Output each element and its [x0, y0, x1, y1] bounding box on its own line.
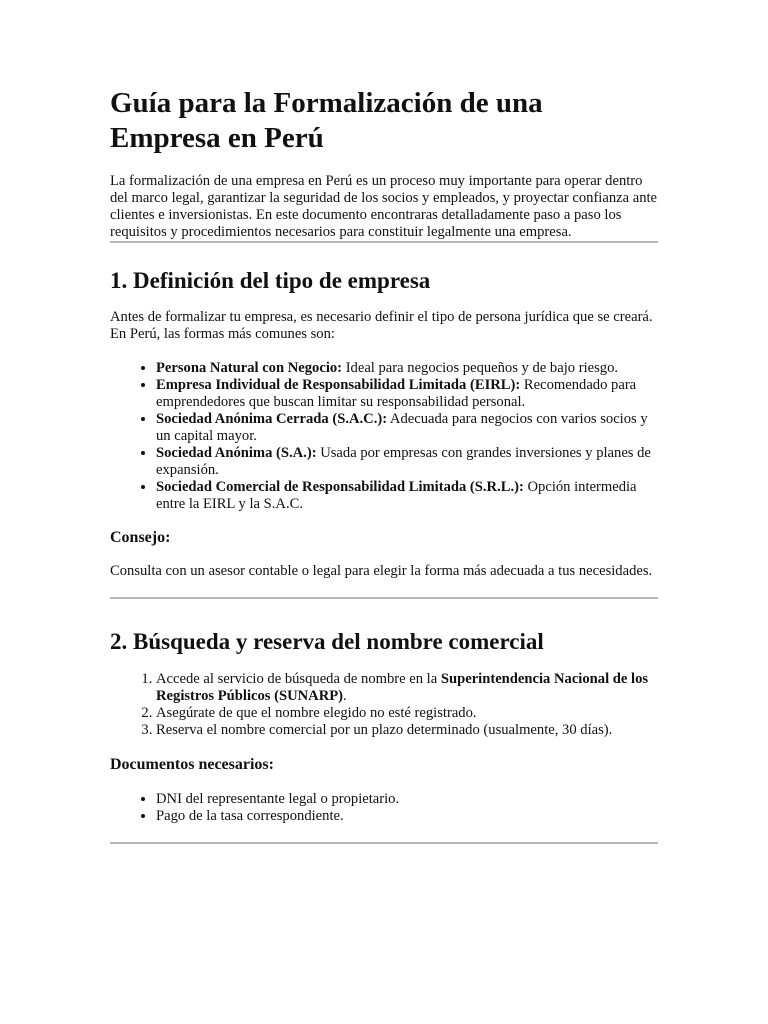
list-item-term: Sociedad Anónima Cerrada (S.A.C.): [156, 411, 388, 427]
list-item [156, 360, 658, 377]
step-text: Asegúrate de que el nombre elegido no esté registrado. [156, 705, 477, 721]
tip-heading: Consejo: [110, 529, 171, 546]
intro-paragraph: La formalización de una empresa en Perú es un proceso muy importante para operar dentro del marco legal, garantizar la seguridad de los socios y empleados, y proyectar confianza ante clientes e inversionistas. En este documento encontraras detalladamente paso a paso los requisitos y procedimientos necesarios para constituir legalmente una empresa. [110, 173, 658, 240]
documents-list [110, 791, 658, 825]
step-text: Accede al servicio de búsqueda de nombre en la [156, 671, 441, 687]
list-item-term: Empresa Individual de Responsabilidad Limitada (EIRL): [156, 377, 521, 393]
list-item-desc: Opción intermedia entre la EIRL y la S.A.C. [156, 479, 637, 512]
step-post: . [343, 688, 347, 704]
list-item [156, 671, 658, 705]
name-search-steps [110, 671, 658, 739]
step-text: Reserva el nombre comercial por un plazo determinado (usualmente, 30 días). [156, 722, 613, 738]
section-2-heading: 2. Búsqueda y reserva del nombre comercial [110, 629, 544, 654]
list-item [156, 705, 658, 722]
list-item: • DNI del representante legal o propietario. [156, 791, 658, 808]
document-page [110, 86, 658, 844]
company-type-list [110, 360, 658, 513]
list-item [156, 445, 658, 479]
step-bold: Superintendencia Nacional de los Registros Públicos (SUNARP) [156, 671, 649, 704]
section-1-heading: 1. Definición del tipo de empresa [110, 268, 431, 293]
list-item-desc: Usada por empresas con grandes inversiones y planes de expansión. [156, 445, 651, 478]
list-item [156, 479, 658, 513]
documents-heading: Documentos necesarios: [110, 756, 274, 773]
list-item-term: Sociedad Anónima (S.A.): [156, 445, 317, 461]
list-item [156, 377, 658, 411]
section-divider [110, 241, 658, 243]
section-divider [110, 842, 658, 844]
tip-paragraph: Consulta con un asesor contable o legal para elegir la forma más adecuada a tus necesidades. [110, 563, 653, 579]
list-item-desc: Ideal para negocios pequeños y de bajo riesgo. [342, 360, 619, 376]
list-item-desc: Adecuada para negocios con varios socios y un capital mayor. [156, 411, 648, 444]
section-divider [110, 597, 658, 599]
list-item-term: Persona Natural con Negocio: [156, 360, 343, 376]
list-item-desc: Recomendado para emprendedores que buscan limitar su responsabilidad personal. [156, 377, 637, 410]
list-item [156, 411, 658, 445]
list-item: • Pago de la tasa correspondiente. [156, 808, 658, 825]
document-title: Guía para la Formalización de una Empresa en Perú [110, 87, 543, 154]
section-1-paragraph: Antes de formalizar tu empresa, es necesario definir el tipo de persona jurídica que se creará. En Perú, las formas más comunes son: [110, 309, 653, 342]
list-item [156, 722, 658, 739]
list-item-term: Sociedad Comercial de Responsabilidad Limitada (S.R.L.): [156, 479, 524, 495]
